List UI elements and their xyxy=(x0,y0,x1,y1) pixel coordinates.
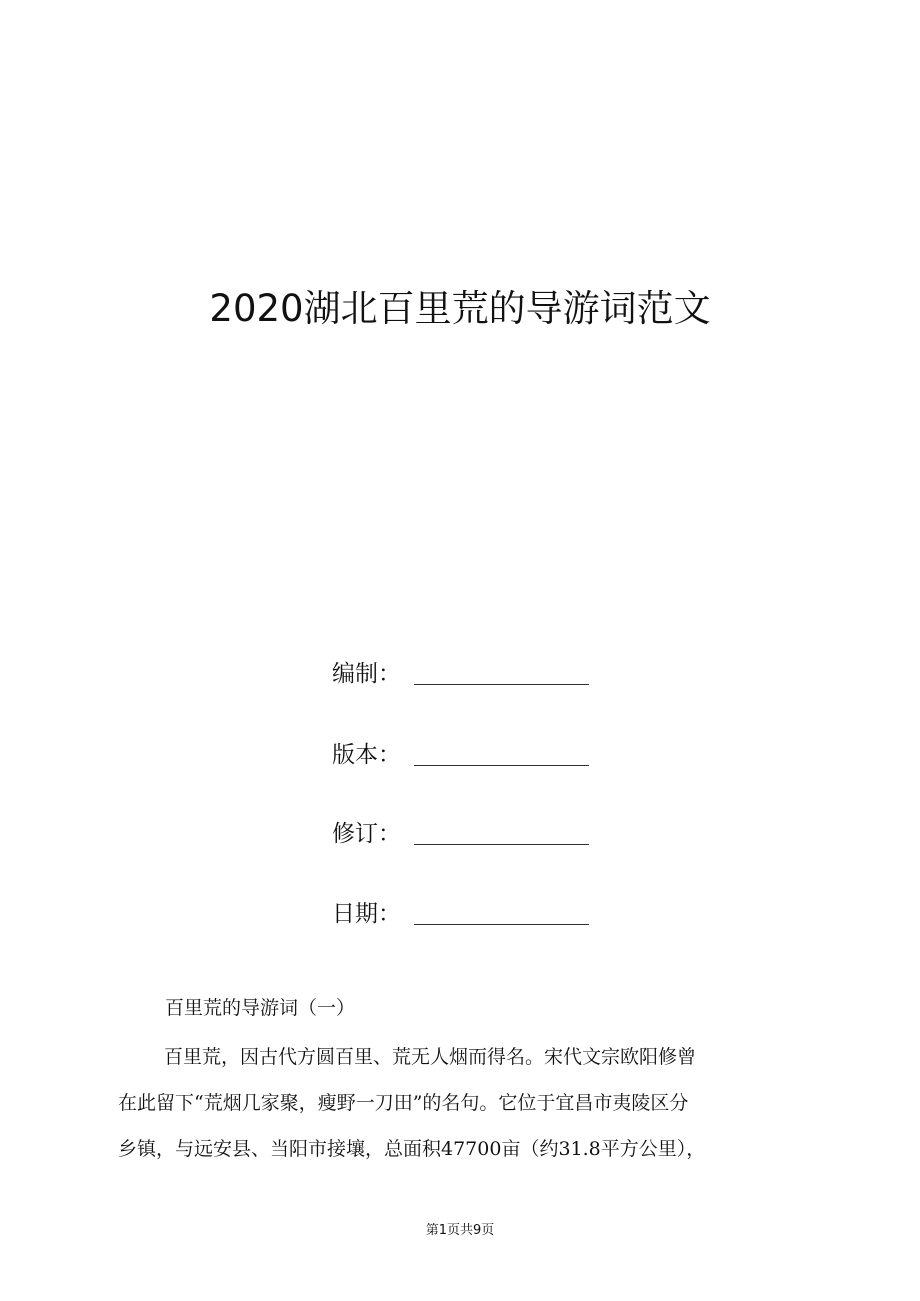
field-label: 修订： xyxy=(332,821,401,847)
paragraph-line: 百里荒，因古代方圆百里、荒无人烟而得名。宋代文宗欧阳修曾 xyxy=(164,1046,697,1068)
blank-line xyxy=(414,764,589,766)
blank-line xyxy=(414,923,589,925)
field-compiler xyxy=(332,655,589,689)
body-paragraph xyxy=(118,1043,778,1181)
field-version xyxy=(332,736,589,770)
blank-line xyxy=(414,683,589,685)
field-label: 编制： xyxy=(332,661,401,687)
paragraph-line: 乡镇，与远安县、当阳市接壤，总面积47700亩（约31.8平方公里）， xyxy=(118,1138,706,1160)
field-label: 日期： xyxy=(332,901,401,927)
document-title: 2020湖北百里荒的导游词范文 xyxy=(209,287,711,330)
field-revision xyxy=(332,815,589,849)
field-label: 版本： xyxy=(332,742,401,768)
paragraph-line: 在此留下“荒烟几家聚，瘦野一刀田”的名句。它位于宜昌市夷陵区分 xyxy=(118,1092,689,1114)
field-date xyxy=(332,895,589,929)
section-heading: 百里荒的导游词（一） xyxy=(165,997,356,1019)
blank-line xyxy=(414,843,589,845)
page-footer: 第1页共9页 xyxy=(425,1223,495,1238)
